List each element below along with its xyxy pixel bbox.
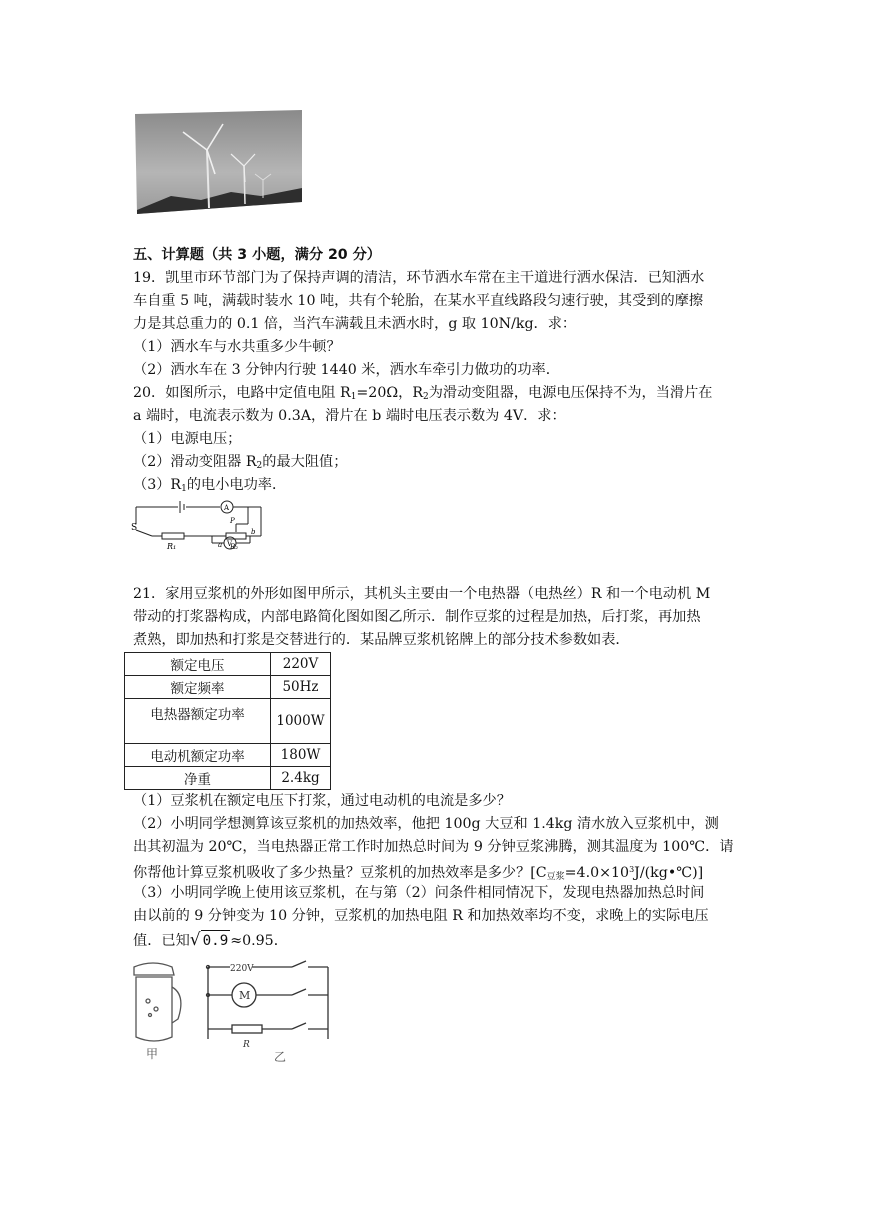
q20-sub-r2: 2 <box>423 392 429 402</box>
table-row <box>125 744 331 767</box>
q19-line-3: 力是其总重力的 0.1 倍，当汽车满载且未洒水时，g 取 10N/kg．求： <box>133 316 577 332</box>
q19-line-1: 19．凯里市环节部门为了保持声调的清洁，环节洒水车常在主干道进行洒水保洁．已知洒水 <box>133 270 705 286</box>
q21-circuit-drawing <box>207 961 329 1039</box>
table-cell-value: 50Hz <box>271 676 331 699</box>
q20-line-2: a 端时，电流表示数为 0.3A，滑片在 b 端时电压表示数为 4V．求： <box>133 408 566 424</box>
q20-p3-text-b: 的电小电功率． <box>186 477 287 493</box>
q20-p2-text-a: （2）滑动变阻器 R <box>133 454 257 470</box>
soymilk-maker-drawing <box>134 963 181 1041</box>
q20-circuit-diagram <box>130 494 270 550</box>
table-cell-value: 2.4kg <box>271 767 331 790</box>
q21-part-1: （1）豆浆机在额定电压下打浆，通过电动机的电流是多少？ <box>133 793 511 809</box>
fig-r-label: R <box>243 1040 250 1050</box>
q21-figures <box>128 955 338 1065</box>
q20-text-b: =20Ω，R <box>356 385 423 401</box>
table-cell-value: 220V <box>271 653 331 676</box>
table-row <box>125 676 331 699</box>
table-cell-value: 1000W <box>271 699 331 744</box>
q20-part-1: （1）电源电压； <box>133 431 242 447</box>
q20-sub-r1: 1 <box>350 392 357 402</box>
section-heading: 五、计算题（共 3 小题，满分 20 分） <box>133 247 381 263</box>
q21-part-3-line-2: 由以前的 9 分钟变为 10 分钟，豆浆机的加热电阻 R 和加热效率均不变，求晚上的实际电压 <box>133 908 709 924</box>
q21-p2-sub: 豆浆 <box>546 872 565 882</box>
q21-part-2-line-2: 出其初温为 20℃，当电热器正常工作时加热总时间为 9 分钟豆浆沸腾，测其温度为 100℃．请 <box>133 839 734 855</box>
fig-motor-label: M <box>239 989 251 1002</box>
q20-p2-sub: 2 <box>256 461 263 471</box>
q20-p3-text-a: （3）R <box>133 477 182 493</box>
q21-p3-text-b: ≈0.95． <box>230 933 288 949</box>
table-cell-key: 净重 <box>125 767 271 790</box>
table-row <box>125 699 331 744</box>
table-cell-key: 电动机额定功率 <box>125 744 271 767</box>
table-row <box>125 653 331 676</box>
q20-diagram-s-label: S <box>131 523 138 533</box>
q20-part-2 <box>133 452 347 476</box>
q19-line-2: 车自重 5 吨，满载时装水 10 吨，共有个轮胎，在某水平直线路段匀速行驶，其受到的摩擦 <box>133 293 704 309</box>
table-cell-key: 额定电压 <box>125 653 271 676</box>
q21-part-2-line-1: （2）小明同学想测算该豆浆机的加热效率，他把 100g 大豆和 1.4kg 清水放入豆浆机中，测 <box>133 816 719 832</box>
q21-p3-text-a: 值．已知 <box>133 933 190 949</box>
table-cell-key: 额定频率 <box>125 676 271 699</box>
q19-part-1: （1）洒水车与水共重多少牛顿？ <box>133 339 341 355</box>
q19-part-2: （2）洒水车在 3 分钟内行驶 1440 米，洒水车牵引力做功的功率． <box>133 362 560 378</box>
q20-text-a: 20．如图所示，电路中定值电阻 R <box>133 385 351 401</box>
q21-line-1: 21．家用豆浆机的外形如图甲所示，其机头主要由一个电热器（电热丝）R 和一个电动机 M <box>133 586 711 602</box>
wind-turbine-photo <box>131 110 302 214</box>
sqrt-symbol: √ <box>189 930 201 950</box>
table-row <box>125 767 331 790</box>
sqrt-radicand: 0.9 <box>201 930 231 951</box>
q21-part-3-line-3 <box>133 930 288 951</box>
q20-line-1 <box>133 383 713 407</box>
q21-line-3: 煮熟，即加热和打浆是交替进行的．某品牌豆浆机铭牌上的部分技术参数如表． <box>133 632 630 648</box>
q21-part-3-line-1: （3）小明同学晚上使用该豆浆机，在与第（2）问条件相同情况下，发现电热器加热总时间 <box>133 885 705 901</box>
q20-p2-text-b: 的最大阻值； <box>262 454 348 470</box>
q20-diagram-b-label: b <box>251 528 256 536</box>
q21-p2-text-b: =4.0×10 <box>564 865 630 881</box>
q21-p2-text-c: J/(kg•℃)] <box>634 865 704 881</box>
q20-text-c: 为滑动变阻器，电源电压保持不为，当滑片在 <box>428 385 713 401</box>
table-cell-value: 180W <box>271 744 331 767</box>
q20-diagram-r2-label: R₂ <box>230 543 239 550</box>
q20-voltmeter-label: V <box>227 540 233 548</box>
fig-yi-label: 乙 <box>274 1050 287 1064</box>
q20-diagram-p-label: P <box>230 517 235 525</box>
q20-diagram-r1-label: R₁ <box>167 542 177 550</box>
q21-p2-text-a: 你帮他计算豆浆机吸收了多少热量？豆浆机的加热效率是多少？[C <box>133 865 547 881</box>
q20-diagram-a-label: a <box>218 541 223 549</box>
table-cell-key: 电热器额定功率 <box>125 699 271 744</box>
fig-jia-label: 甲 <box>146 1047 159 1061</box>
q20-ammeter-label: A <box>224 504 230 512</box>
spec-table <box>124 652 331 790</box>
q21-p2-sup: 3 <box>629 865 635 874</box>
fig-220v-label: 220V <box>230 964 254 974</box>
q21-line-2: 带动的打浆器构成，内部电路简化图如图乙所示．制作豆浆的过程是加热，后打浆，再加热 <box>133 609 701 625</box>
q20-p3-sub: 1 <box>181 484 187 494</box>
